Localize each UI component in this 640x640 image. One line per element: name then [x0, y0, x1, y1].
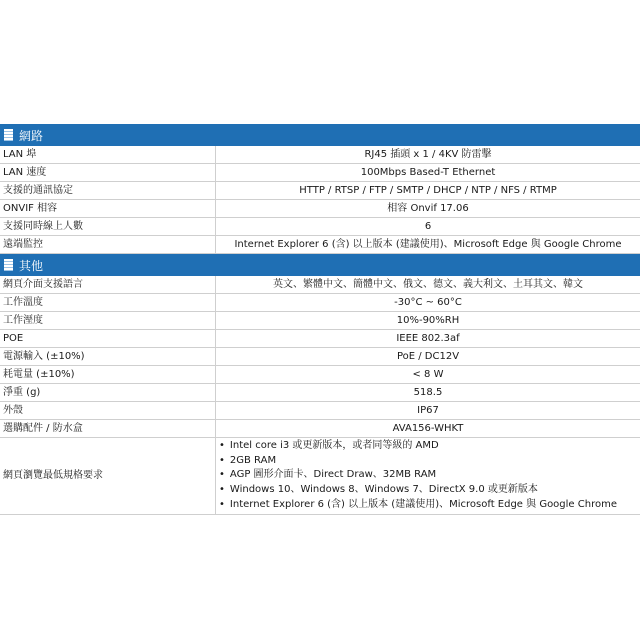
list-item: • Intel core i3 或更新版本，或者同等級的 AMD [219, 439, 617, 454]
list-icon [4, 129, 13, 141]
spec-row-browser-requirements [0, 438, 640, 515]
spec-label: 工作溼度 [0, 312, 216, 329]
spec-label: 選購配件 / 防水盒 [0, 420, 216, 437]
spec-label: 遠端監控 [0, 236, 216, 253]
spec-label: 網頁瀏覽最低規格要求 [0, 438, 216, 514]
list-item: • Internet Explorer 6 (含) 以上版本 (建議使用)、Microsoft Edge 與 Google Chrome [219, 498, 617, 513]
spec-row-humidity [0, 312, 640, 330]
section-title: 其他 [19, 258, 44, 273]
spec-value: 518.5 [413, 387, 443, 398]
spec-label: LAN 埠 [0, 146, 216, 163]
spec-row-lan-port [0, 146, 640, 164]
spec-value: IP67 [417, 405, 439, 416]
spec-label: 網頁介面支援語言 [0, 276, 216, 293]
spec-row-power-input [0, 348, 640, 366]
spec-row-poe [0, 330, 640, 348]
spec-value [216, 438, 640, 514]
spec-label: 外殼 [0, 402, 216, 419]
spec-value: Internet Explorer 6 (含) 以上版本 (建議使用)、Microsoft Edge 與 Google Chrome [234, 239, 622, 250]
list-item: • AGP 圖形介面卡、Direct Draw、32MB RAM [219, 468, 617, 483]
spec-label: 耗電量 (±10%) [0, 366, 216, 383]
spec-row-power-consumption [0, 366, 640, 384]
spec-value: AVA156-WHKT [392, 423, 464, 434]
requirements-list [216, 439, 617, 513]
spec-row-onvif [0, 200, 640, 218]
spec-sheet [0, 124, 640, 515]
list-icon [4, 259, 13, 271]
spec-row-accessory [0, 420, 640, 438]
spec-value: HTTP / RTSP / FTP / SMTP / DHCP / NTP / NFS / RTMP [299, 185, 557, 196]
spec-row-protocols [0, 182, 640, 200]
spec-label: ONVIF 相容 [0, 200, 216, 217]
spec-value: 英文、繁體中文、簡體中文、俄文、德文、義大利文、土耳其文、韓文 [273, 279, 583, 290]
spec-row-housing [0, 402, 640, 420]
spec-row-concurrent-users [0, 218, 640, 236]
spec-value: 100Mbps Based-T Ethernet [360, 167, 496, 178]
spec-value: 相容 Onvif 17.06 [387, 203, 469, 214]
spec-value: IEEE 802.3af [396, 333, 460, 344]
spec-row-remote-monitoring [0, 236, 640, 254]
spec-value: < 8 W [412, 369, 444, 380]
section-header-network [0, 124, 640, 146]
spec-label: 支援的通訊協定 [0, 182, 216, 199]
spec-row-lan-speed [0, 164, 640, 182]
spec-value: RJ45 插頭 x 1 / 4KV 防雷擊 [364, 149, 492, 160]
spec-label: 電源輸入 (±10%) [0, 348, 216, 365]
spec-row-languages [0, 276, 640, 294]
spec-row-temperature [0, 294, 640, 312]
spec-value: 10%-90%RH [396, 315, 460, 326]
spec-value: 6 [424, 221, 432, 232]
section-header-other [0, 254, 640, 276]
list-item: • Windows 10、Windows 8、Windows 7、DirectX 9.0 或更新版本 [219, 483, 617, 498]
spec-label: 支援同時線上人數 [0, 218, 216, 235]
spec-label: LAN 速度 [0, 164, 216, 181]
spec-value: PoE / DC12V [396, 351, 460, 362]
spec-label: 淨重 (g) [0, 384, 216, 401]
spec-label: POE [0, 330, 216, 347]
section-title: 網路 [19, 128, 44, 143]
list-item: • 2GB RAM [219, 454, 617, 469]
spec-label: 工作溫度 [0, 294, 216, 311]
spec-value: -30°C ~ 60°C [394, 297, 462, 308]
spec-row-net-weight [0, 384, 640, 402]
